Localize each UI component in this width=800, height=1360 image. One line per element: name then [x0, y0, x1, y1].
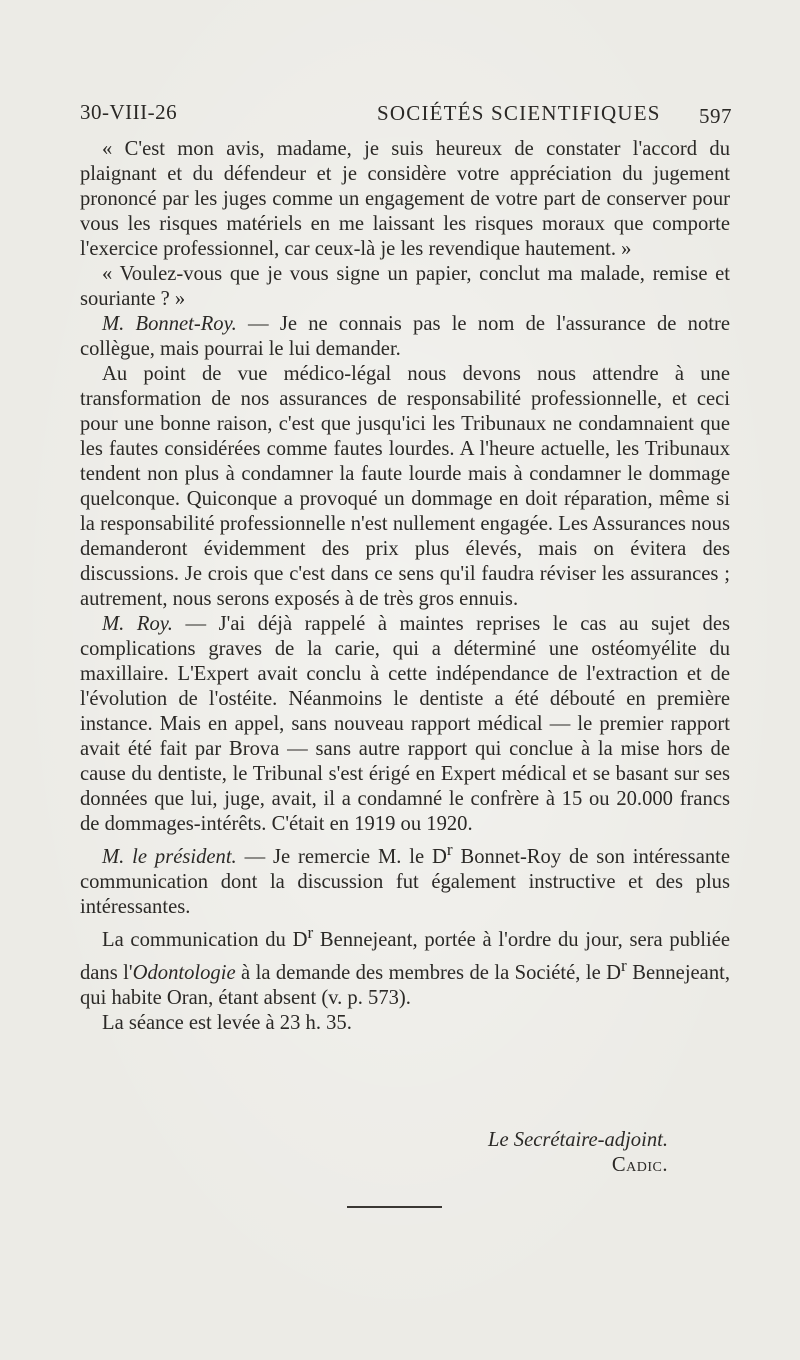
journal-title: Odontologie: [132, 961, 236, 984]
paragraph-3: M. Bonnet-Roy. — Je ne connais pas le nom de l'assurance de notre collègue, mais pourrai le lui demander.: [80, 313, 730, 360]
signature-role: Le Secrétaire-adjoint.: [488, 1129, 668, 1151]
header-title: SOCIÉTÉS SCIENTIFIQUES: [377, 101, 661, 125]
signature-name: Cadic.: [611, 1154, 668, 1176]
end-rule: [347, 1206, 442, 1208]
paragraph-8: La séance est levée à 23 h. 35.: [102, 1011, 352, 1034]
paragraph-1: « C'est mon avis, madame, je suis heureux de constater l'accord du plaignant et du défendeur et je considère votre appréciation du jugement prononcé par les juges comme un engagement de votre part de conserver pour vous les risques matériels en me laissant les risques moraux que comporte l'exercice professionnel, car ceux-là je les revendique hautement. »: [80, 138, 730, 260]
running-header: [80, 100, 732, 130]
paragraph-6: M. le président. — Je remercie M. le $D^r$ Bonnet-Roy de son intéressante communication dont la discussion fut également instructive et des plus intéressantes.: [80, 840, 730, 918]
speaker-name: M. le président.: [102, 845, 237, 868]
body-text: [80, 137, 730, 1036]
speaker-name: M. Bonnet-Roy.: [102, 313, 237, 335]
speaker-name: M. Roy.: [102, 613, 173, 635]
header-date: 30-VIII-26: [80, 100, 178, 124]
paragraph-4: Au point de vue médico-légal nous devons nous attendre à une transformation de nos assurances de responsabilité professionnelle, et ceci pour une bonne raison, c'est que jusqu'ici les Tribunaux ne condamnaient que les fautes considérées comme fautes lourdes. A l'heure actuelle, les Tribunaux tendent non plus à condamner la faute lourde mais à condamner le dommage quelconque. Quiconque a provoqué un dommage en doit réparation, même si la responsabilité professionnelle n'est nullement engagée. Les Assurances nous demanderont évidemment des prix plus élevés, mais on évitera des discussions. Je crois que c'est dans ce sens qu'il faudra réviser les assurances ; autrement, nous serons exposés à de très gros ennuis.: [80, 363, 730, 610]
paragraph-2: « Voulez-vous que je vous signe un papier, conclut ma malade, remise et souriante ? »: [80, 263, 730, 310]
page-number: 597: [699, 104, 732, 128]
paragraph-7: La communication du $D^r$ Bennejeant, portée à l'ordre du jour, sera publiée dans l'Odontologie à la demande des membres de la Société, le $D^r$ Bennejeant, qui habite Oran, étant absent (v. p. 573).: [80, 922, 730, 1009]
paragraph-5: M. Roy. — J'ai déjà rappelé à maintes reprises le cas au sujet des complications graves de la carie, qui a déterminé une ostéomyélite du maxillaire. L'Expert avait conclu à cette indépendance de l'extraction et de l'évolution de l'ostéite. Néanmoins le dentiste a été débouté en première instance. Mais en appel, sans nouveau rapport médical — le premier rapport avait été fait par Brova — sans autre rapport qui conclue à la mise hors de cause du dentiste, le Tribunal s'est érigé en Expert médical et se basant sur ses données que lui, juge, avait, il a condamné le confrère à 15 ou 20.000 francs de dommages-intérêts. C'était en 1919 ou 1920.: [80, 613, 730, 835]
